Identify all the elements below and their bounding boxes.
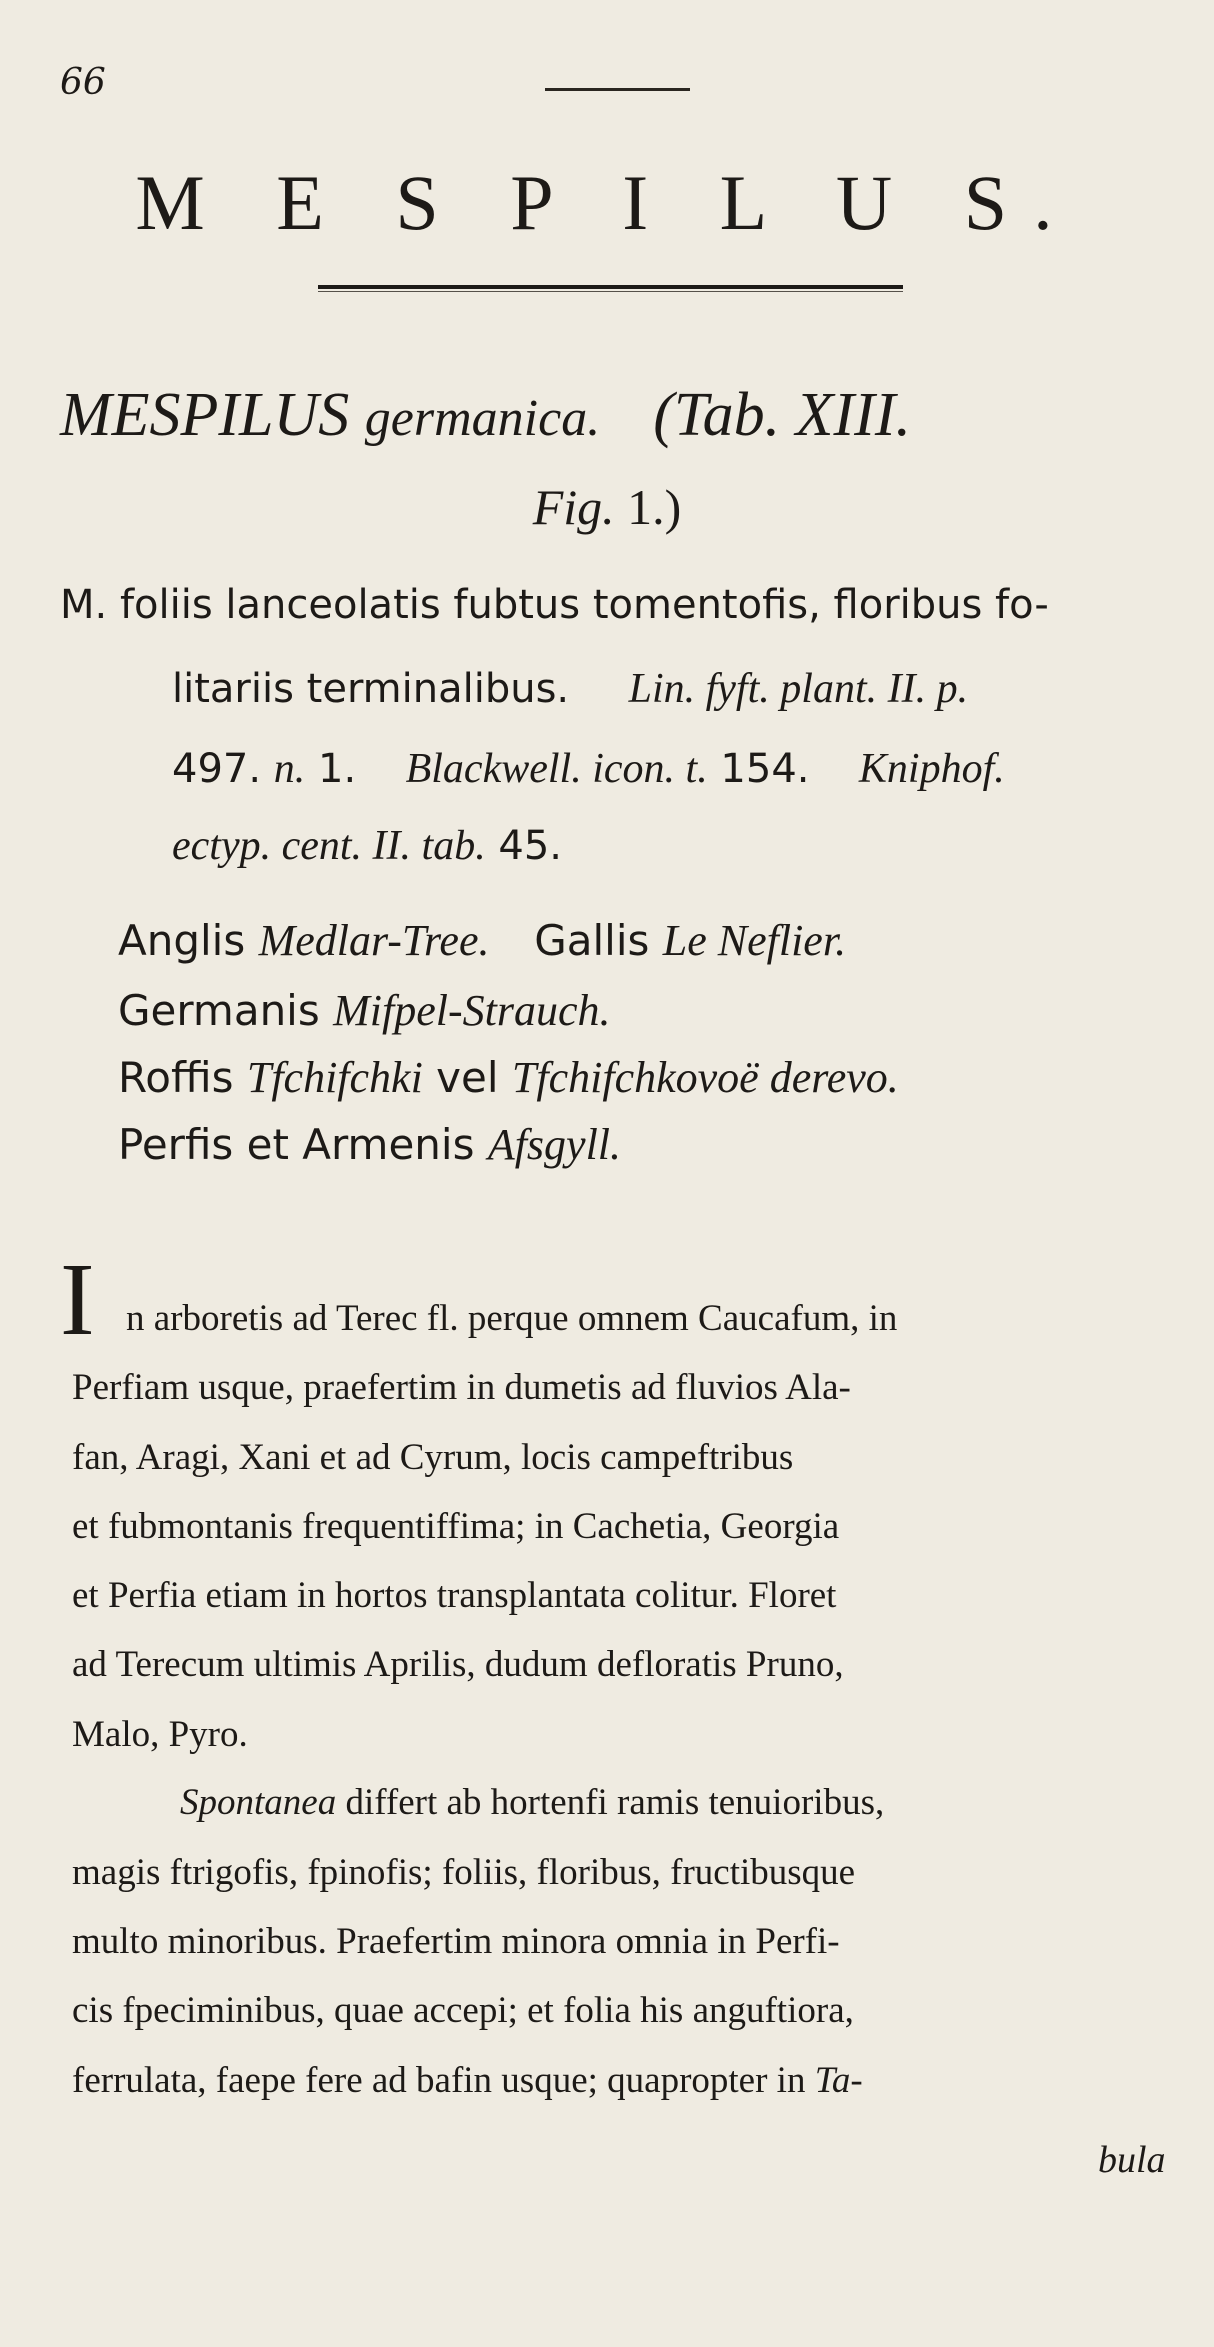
page-title: M E S P I L U S.	[135, 159, 1079, 246]
vernacular-name: Medlar-Tree.	[258, 916, 490, 965]
vernacular-name: Tfchifchki	[246, 1053, 423, 1102]
citation-n-value: 1.	[318, 746, 357, 792]
body-line: cis fpeciminibus, quae accepi; et folia his anguftiora,	[72, 1990, 854, 2031]
body-line: multo minoribus. Praefertim minora omnia in Perfi-	[72, 1921, 840, 1962]
species-heading	[60, 380, 911, 451]
vernacular-line-1	[118, 915, 846, 966]
language-label: Germanis	[118, 986, 320, 1035]
language-label: Perfis et Armenis	[118, 1120, 475, 1169]
body-line: Perfiam usque, praefertim in dumetis ad fluvios Ala-	[72, 1367, 851, 1408]
species-epithet: germanica.	[364, 390, 601, 447]
diagnosis-line-2	[172, 665, 968, 713]
drop-cap: I	[60, 1242, 95, 1357]
citation-blackwell: Blackwell. icon. t.	[405, 746, 708, 792]
diagnosis-line-1: M. foliis lanceolatis fubtus tomentofis, floribus fo-	[60, 582, 1049, 628]
body-line: et fubmontanis frequentiffima; in Cachetia, Georgia	[72, 1506, 840, 1547]
body-text: ferrulata, faepe fere ad bafin usque; quapropter in	[72, 2060, 806, 2101]
page-number: 66	[60, 62, 106, 103]
diagnosis-line-3	[172, 745, 1005, 793]
emphasis-word: Spontanea	[180, 1782, 337, 1823]
diagnosis-line-4	[172, 822, 562, 870]
body-line: Malo, Pyro.	[72, 1714, 248, 1755]
body-text: differt ab hortenfi ramis tenuioribus,	[345, 1782, 885, 1823]
vernacular-name: Le Neflier.	[662, 916, 847, 965]
body-line: magis ftrigofis, fpinofis; foliis, floribus, fructibusque	[72, 1852, 856, 1893]
language-label: Anglis	[118, 916, 246, 965]
citation-ectyp-plate: 45.	[498, 823, 563, 869]
figure-label: Fig.	[532, 479, 615, 535]
plate-ref-open: (	[653, 381, 674, 449]
citation-ectyp: ectyp. cent. II. tab.	[172, 823, 486, 869]
citation-page: 497.	[172, 746, 262, 792]
body-line	[180, 1781, 884, 1824]
body-line: et Perfia etiam in hortos transplantata colitur. Floret	[72, 1575, 837, 1616]
vernacular-line-4	[118, 1119, 621, 1170]
language-label: Roffis	[118, 1053, 234, 1102]
conjunction: vel	[436, 1053, 499, 1102]
hyphenated-word: Ta-	[814, 2060, 863, 2101]
header-rule	[545, 88, 690, 91]
vernacular-line-3	[118, 1052, 899, 1103]
plate-ref: Tab. XIII.	[673, 381, 911, 449]
vernacular-name: Afsgyll.	[487, 1120, 622, 1169]
figure-ref	[0, 478, 1214, 536]
diagnosis-text: litariis terminalibus.	[172, 666, 570, 712]
citation-n: n.	[273, 746, 306, 792]
vernacular-line-2	[118, 985, 611, 1036]
citation-linnaeus: Lin. fyft. plant. II. p.	[628, 666, 969, 712]
catchword: bula	[1098, 2139, 1166, 2181]
body-line: n arboretis ad Terec fl. perque omnem Caucafum, in	[126, 1298, 898, 1339]
citation-kniphof: Kniphof.	[858, 746, 1005, 792]
citation-blackwell-plate: 154.	[720, 746, 810, 792]
title-rule	[318, 285, 903, 289]
genus-name: MESPILUS	[60, 381, 350, 449]
body-line	[72, 2059, 863, 2102]
language-label: Gallis	[534, 916, 650, 965]
body-line: ad Terecum ultimis Aprilis, dudum defloratis Pruno,	[72, 1644, 844, 1685]
vernacular-name: Mifpel-Strauch.	[333, 986, 611, 1035]
vernacular-name: Tfchifchkovoë derevo.	[511, 1053, 899, 1102]
body-line: fan, Aragi, Xani et ad Cyrum, locis campeftribus	[72, 1437, 794, 1478]
title-rule-thin	[318, 291, 903, 292]
figure-number: 1.)	[627, 479, 682, 535]
